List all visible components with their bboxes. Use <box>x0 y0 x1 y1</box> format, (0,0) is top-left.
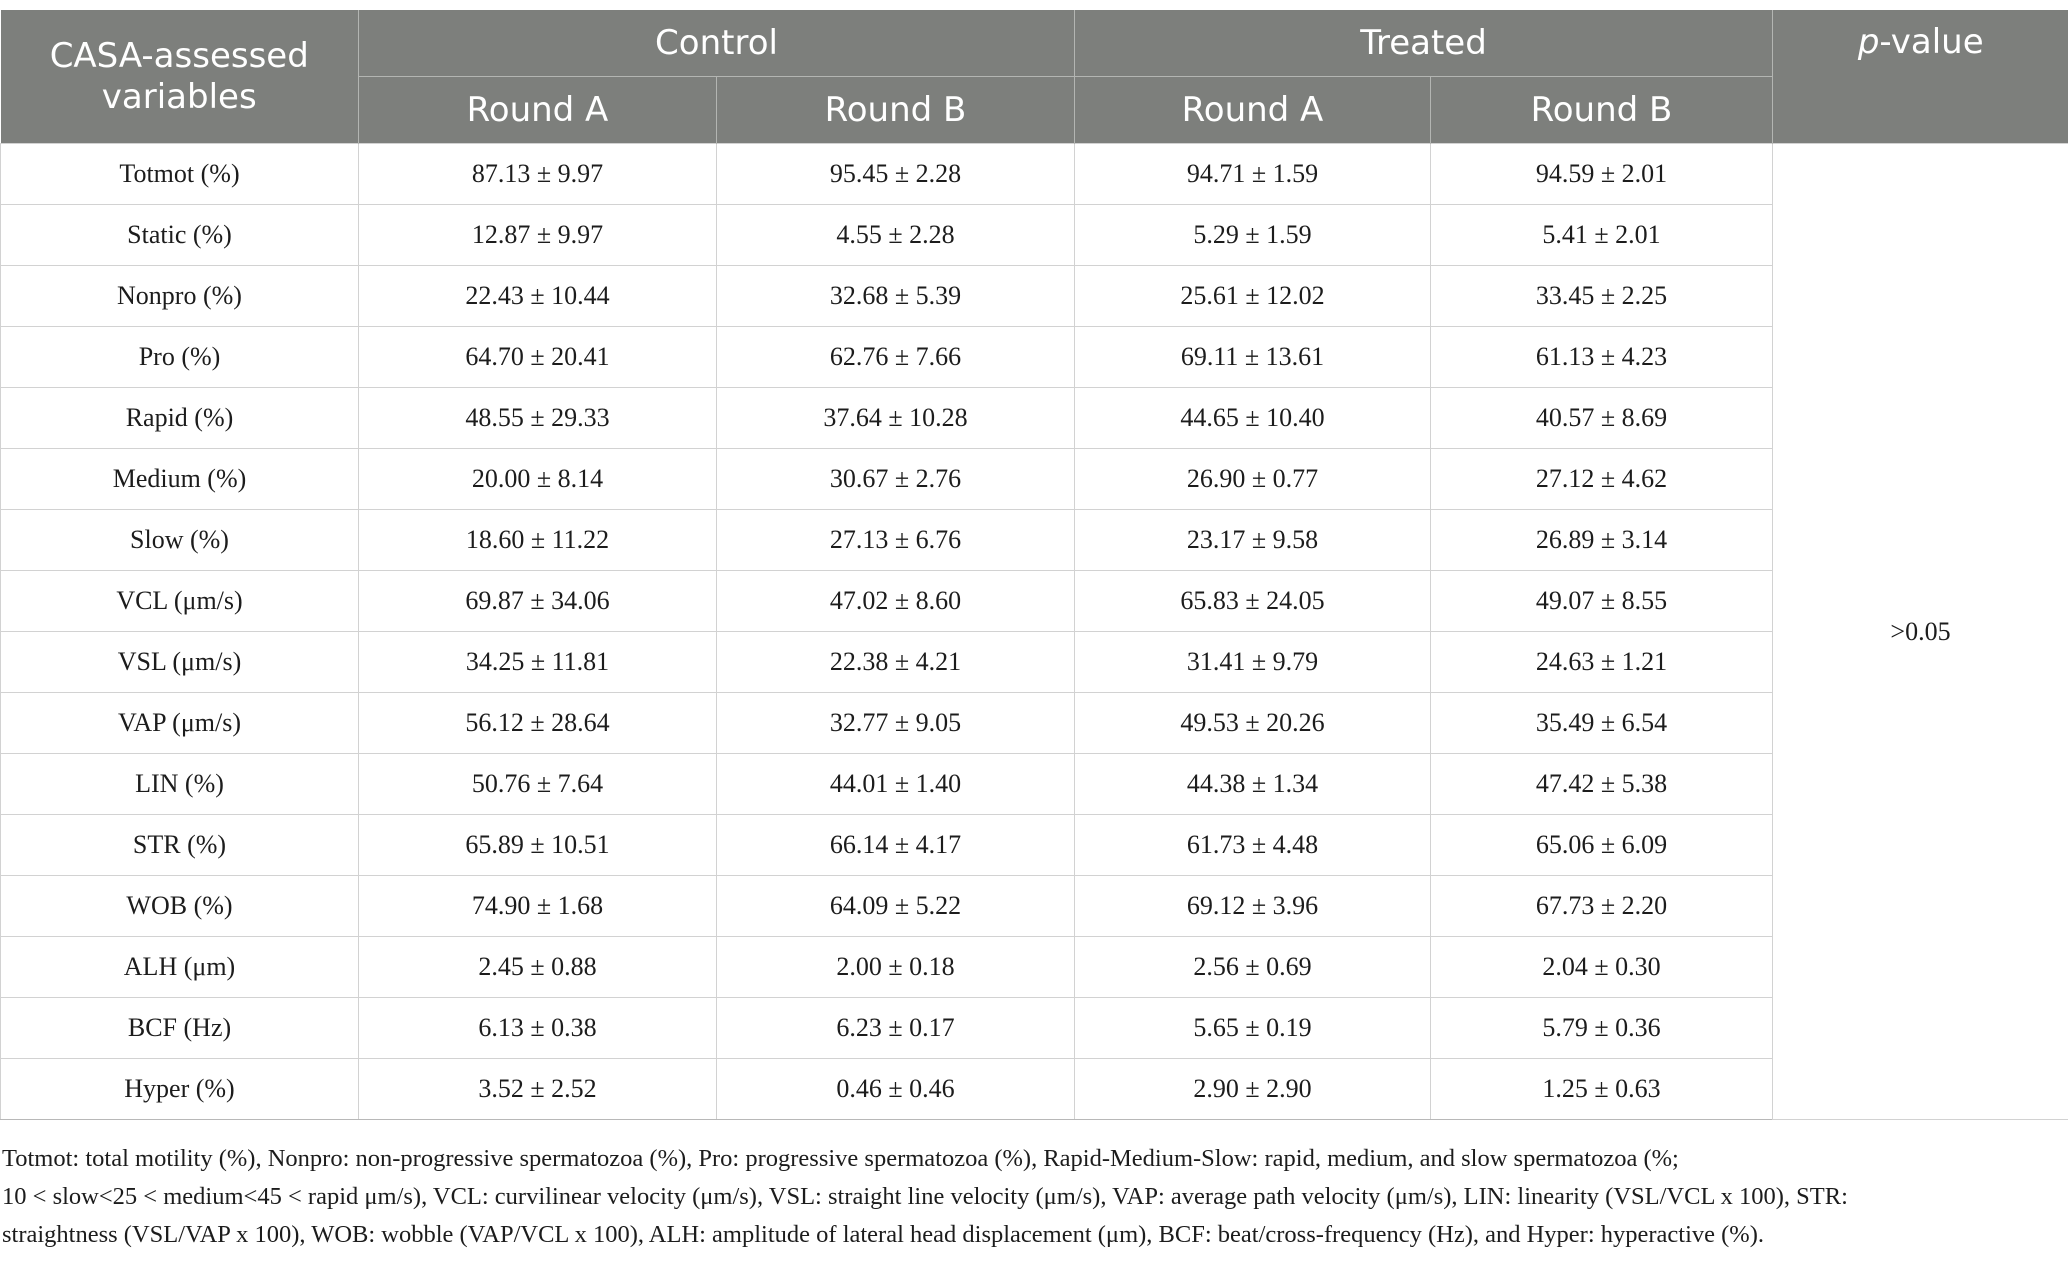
cell-variable: Pro (%) <box>1 327 359 388</box>
cell-treated-a: 69.12 ± 3.96 <box>1075 876 1431 937</box>
cell-control-a: 2.45 ± 0.88 <box>359 937 717 998</box>
cell-variable: ALH (μm) <box>1 937 359 998</box>
cell-control-b: 2.00 ± 0.18 <box>717 937 1075 998</box>
cell-variable: Rapid (%) <box>1 388 359 449</box>
cell-variable: WOB (%) <box>1 876 359 937</box>
cell-treated-b: 2.04 ± 0.30 <box>1431 937 1773 998</box>
cell-treated-b: 49.07 ± 8.55 <box>1431 571 1773 632</box>
table-row <box>1 876 2068 937</box>
header-treated-round-b: Round B <box>1431 77 1773 144</box>
header-control: Control <box>359 10 1075 77</box>
table-footnote <box>2 1140 2062 1254</box>
table-row <box>1 449 2068 510</box>
cell-treated-a: 25.61 ± 12.02 <box>1075 266 1431 327</box>
cell-treated-b: 35.49 ± 6.54 <box>1431 693 1773 754</box>
header-control-round-a: Round A <box>359 77 717 144</box>
cell-control-a: 34.25 ± 11.81 <box>359 632 717 693</box>
cell-treated-b: 61.13 ± 4.23 <box>1431 327 1773 388</box>
cell-control-b: 0.46 ± 0.46 <box>717 1059 1075 1120</box>
cell-control-a: 18.60 ± 11.22 <box>359 510 717 571</box>
table-row <box>1 693 2068 754</box>
table-row <box>1 632 2068 693</box>
header-treated-round-a: Round A <box>1075 77 1431 144</box>
table-row <box>1 937 2068 998</box>
cell-treated-a: 61.73 ± 4.48 <box>1075 815 1431 876</box>
cell-treated-a: 44.65 ± 10.40 <box>1075 388 1431 449</box>
table-body <box>1 144 2068 1120</box>
cell-control-b: 27.13 ± 6.76 <box>717 510 1075 571</box>
cell-treated-b: 5.41 ± 2.01 <box>1431 205 1773 266</box>
cell-control-b: 4.55 ± 2.28 <box>717 205 1075 266</box>
cell-control-b: 64.09 ± 5.22 <box>717 876 1075 937</box>
cell-control-b: 32.77 ± 9.05 <box>717 693 1075 754</box>
cell-variable: Medium (%) <box>1 449 359 510</box>
header-pvalue-italic: p <box>1857 22 1880 62</box>
header-pvalue-rest: -value <box>1879 22 1984 62</box>
footnote-line: Totmot: total motility (%), Nonpro: non-progressive spermatozoa (%), Pro: progressive spermatozoa (%), Rapid-Medium-Slow: rapid, medium, and slow spermatozoa (%; <box>2 1145 1679 1172</box>
cell-treated-a: 65.83 ± 24.05 <box>1075 571 1431 632</box>
cell-treated-b: 65.06 ± 6.09 <box>1431 815 1773 876</box>
cell-variable: Totmot (%) <box>1 144 359 205</box>
cell-control-b: 6.23 ± 0.17 <box>717 998 1075 1059</box>
cell-treated-a: 31.41 ± 9.79 <box>1075 632 1431 693</box>
cell-control-a: 6.13 ± 0.38 <box>359 998 717 1059</box>
table-row <box>1 998 2068 1059</box>
table-header <box>1 10 2068 144</box>
table-row <box>1 144 2068 205</box>
cell-variable: Static (%) <box>1 205 359 266</box>
table-row <box>1 327 2068 388</box>
cell-treated-a: 44.38 ± 1.34 <box>1075 754 1431 815</box>
cell-treated-a: 26.90 ± 0.77 <box>1075 449 1431 510</box>
cell-control-a: 65.89 ± 10.51 <box>359 815 717 876</box>
cell-control-a: 74.90 ± 1.68 <box>359 876 717 937</box>
table-row <box>1 754 2068 815</box>
cell-control-b: 44.01 ± 1.40 <box>717 754 1075 815</box>
cell-variable: Slow (%) <box>1 510 359 571</box>
cell-control-a: 22.43 ± 10.44 <box>359 266 717 327</box>
cell-treated-b: 47.42 ± 5.38 <box>1431 754 1773 815</box>
cell-treated-a: 5.65 ± 0.19 <box>1075 998 1431 1059</box>
cell-control-a: 64.70 ± 20.41 <box>359 327 717 388</box>
cell-control-a: 50.76 ± 7.64 <box>359 754 717 815</box>
cell-treated-b: 27.12 ± 4.62 <box>1431 449 1773 510</box>
cell-treated-a: 94.71 ± 1.59 <box>1075 144 1431 205</box>
cell-variable: LIN (%) <box>1 754 359 815</box>
cell-control-b: 66.14 ± 4.17 <box>717 815 1075 876</box>
cell-control-a: 48.55 ± 29.33 <box>359 388 717 449</box>
table-row <box>1 815 2068 876</box>
cell-treated-a: 49.53 ± 20.26 <box>1075 693 1431 754</box>
cell-control-a: 69.87 ± 34.06 <box>359 571 717 632</box>
cell-control-b: 37.64 ± 10.28 <box>717 388 1075 449</box>
cell-treated-a: 69.11 ± 13.61 <box>1075 327 1431 388</box>
cell-treated-a: 2.56 ± 0.69 <box>1075 937 1431 998</box>
table-row <box>1 571 2068 632</box>
cell-control-b: 22.38 ± 4.21 <box>717 632 1075 693</box>
cell-control-a: 3.52 ± 2.52 <box>359 1059 717 1120</box>
cell-treated-b: 26.89 ± 3.14 <box>1431 510 1773 571</box>
cell-control-a: 20.00 ± 8.14 <box>359 449 717 510</box>
header-variables: CASA-assessed variables <box>1 10 359 144</box>
cell-variable: Nonpro (%) <box>1 266 359 327</box>
cell-treated-b: 33.45 ± 2.25 <box>1431 266 1773 327</box>
header-control-round-b: Round B <box>717 77 1075 144</box>
cell-pvalue: >0.05 <box>1773 144 2068 1120</box>
table-row <box>1 1059 2068 1120</box>
header-row-groups <box>1 10 2068 77</box>
cell-treated-a: 2.90 ± 2.90 <box>1075 1059 1431 1120</box>
cell-treated-a: 23.17 ± 9.58 <box>1075 510 1431 571</box>
cell-variable: VCL (μm/s) <box>1 571 359 632</box>
cell-control-a: 87.13 ± 9.97 <box>359 144 717 205</box>
cell-control-a: 56.12 ± 28.64 <box>359 693 717 754</box>
cell-treated-b: 1.25 ± 0.63 <box>1431 1059 1773 1120</box>
cell-control-b: 47.02 ± 8.60 <box>717 571 1075 632</box>
cell-treated-b: 40.57 ± 8.69 <box>1431 388 1773 449</box>
table-row <box>1 205 2068 266</box>
cell-variable: STR (%) <box>1 815 359 876</box>
table-row <box>1 266 2068 327</box>
cell-treated-b: 94.59 ± 2.01 <box>1431 144 1773 205</box>
cell-variable: VSL (μm/s) <box>1 632 359 693</box>
cell-treated-a: 5.29 ± 1.59 <box>1075 205 1431 266</box>
cell-control-b: 95.45 ± 2.28 <box>717 144 1075 205</box>
footnote-line: straightness (VSL/VAP x 100), WOB: wobble (VAP/VCL x 100), ALH: amplitude of lateral head displacement (μm), BCF: beat/cross-frequency (Hz), and Hyper: hyperactive (%). <box>2 1221 1765 1248</box>
cell-treated-b: 67.73 ± 2.20 <box>1431 876 1773 937</box>
cell-control-b: 32.68 ± 5.39 <box>717 266 1075 327</box>
cell-control-b: 30.67 ± 2.76 <box>717 449 1075 510</box>
cell-variable: VAP (μm/s) <box>1 693 359 754</box>
cell-treated-b: 24.63 ± 1.21 <box>1431 632 1773 693</box>
cell-treated-b: 5.79 ± 0.36 <box>1431 998 1773 1059</box>
header-pvalue <box>1773 10 2068 144</box>
cell-control-b: 62.76 ± 7.66 <box>717 327 1075 388</box>
cell-variable: Hyper (%) <box>1 1059 359 1120</box>
cell-variable: BCF (Hz) <box>1 998 359 1059</box>
header-treated: Treated <box>1075 10 1773 77</box>
casa-data-table <box>0 10 2068 1120</box>
cell-control-a: 12.87 ± 9.97 <box>359 205 717 266</box>
table-row <box>1 510 2068 571</box>
table-row <box>1 388 2068 449</box>
footnote-line: 10 < slow<25 < medium<45 < rapid μm/s), VCL: curvilinear velocity (μm/s), VSL: straight line velocity (μm/s), VAP: average path velocity (μm/s), LIN: linearity (VSL/VCL x 100), STR: <box>2 1183 1848 1210</box>
